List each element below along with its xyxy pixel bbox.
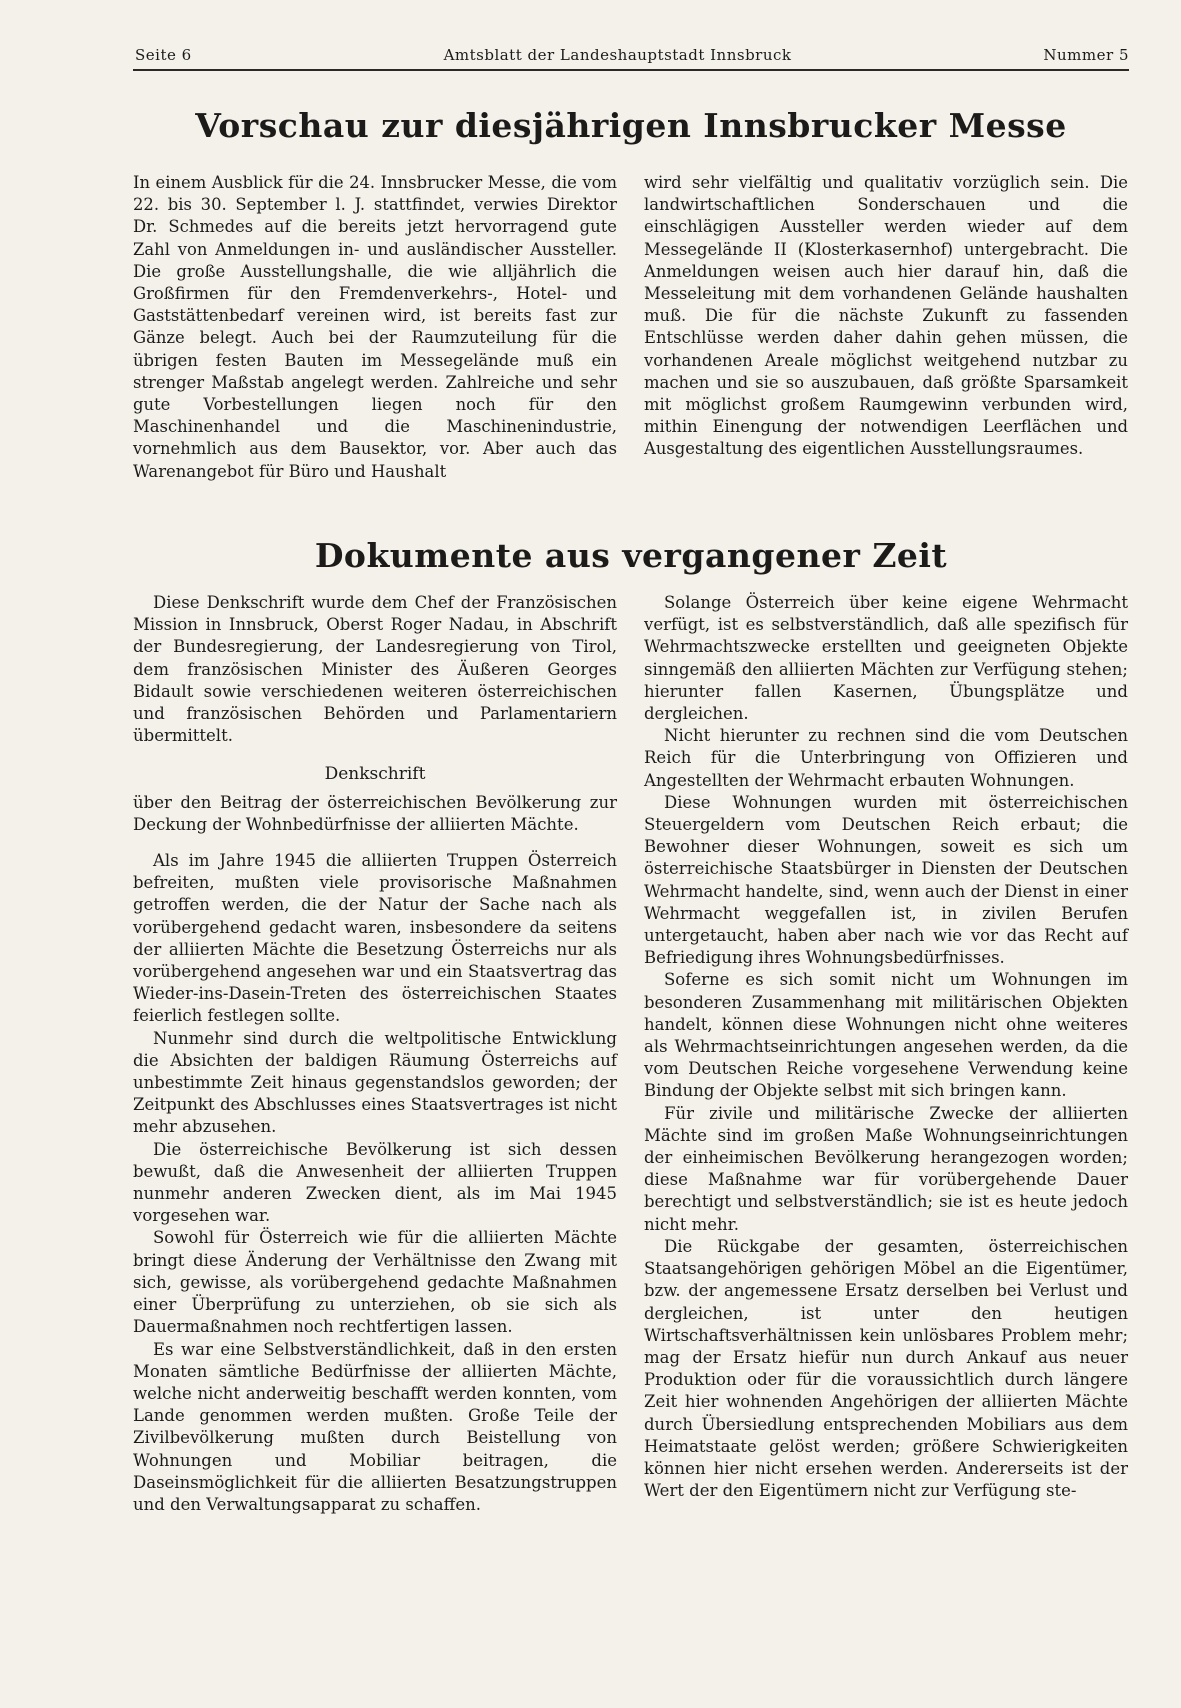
memorandum-heading: Denkschrift [324,764,426,785]
paragraph: Solange Österreich über keine eigene Wehrmacht verfügt, ist es selbstverständlich, daß alle spezifisch für Wehrmachtszwecke erstellten und geeigneten Objekte sinngemäß den alliierten Mächten zur Verfügung stehen; hierunter fallen Kasernen, Übungsplätze und dergleichen. [644,593,1128,724]
page-header [135,46,1129,64]
paragraph: Als im Jahre 1945 die alliierten Truppen Österreich befreiten, mußten viele provisorische Maßnahmen getroffen werden, die der Natur der Sache nach als vorübergehend gedacht waren, insbesondere da seitens der alliierten Mächte die Besetzung Österreichs nur als vorübergehend angesehen war und ein Staatsvertrag das Wieder-ins-Dasein-Treten des österreichischen Staates feierlich festlegen sollte. [133,851,617,1026]
memorandum-subtitle: über den Beitrag der österreichischen Bevölkerung zur Deckung der Wohnbedürfnisse der alliierten Mächte. [133,792,617,834]
publication-title: Amtsblatt der Landeshauptstadt Innsbruck [443,46,792,64]
paragraph: Soferne es sich somit nicht um Wohnungen im besonderen Zusammenhang mit militärischen Objekten handelt, können diese Wohnungen nicht ohne weiteres als Wehrmachtseinrichtungen angesehen werden, da die vom Deutschen Reiche vorgesehene Verwendung keine Bindung der Objekte selbst mit sich bringen kann. [644,970,1128,1101]
paragraph: Nicht hierunter zu rechnen sind die vom Deutschen Reich für die Unterbringung von Offizieren und Angestellten der Wehrmacht erbauten Wohnungen. [644,726,1128,790]
header-rule [133,69,1129,71]
article1-title: Vorschau zur diesjährigen Innsbrucker Messe [195,106,1067,145]
article1-text-left: In einem Ausblick für die 24. Innsbrucker Messe, die vom 22. bis 30. September l. J. stattfindet, verwies Direktor Dr. Schmedes auf die bereits jetzt hervorragend gute Zahl von Anmeldungen in- und ausländischer Aussteller. Die große Ausstellungshalle, die wie alljährlich die Großfirmen für den Fremdenverkehrs-, Hotel- und Gaststättenbedarf vereinen wird, ist bereits fast zur Gänze belegt. Auch bei der Raumzuteilung für die übrigen festen Bauten im Messegelände muß ein strenger Maßstab angelegt werden. Zahlreiche und sehr gute Vorbestellungen liegen noch für den Maschinenhandel und die Maschinenindustrie, vornehmlich aus dem Bausektor, vor. Aber auch das Warenangebot für Büro und Haushalt [133,173,617,481]
article1-text-right: wird sehr vielfältig und qualitativ vorzüglich sein. Die landwirtschaftlichen Sonderschauen und die einschlägigen Aussteller werden wieder auf dem Messegelände II (Klosterkasernhof) untergebracht. Die Anmeldungen weisen auch hier darauf hin, daß die Messeleitung mit dem vorhandenen Gelände haushalten muß. Die für die nächste Zukunft zu fassenden Entschlüsse werden daher dahin gehen müssen, die vorhandenen Areale möglichst weitgehend nutzbar zu machen und sie so auszubauen, daß größte Sparsamkeit mit möglichst großem Raumgewinn verbunden wird, mithin Einengung der notwendigen Leerflächen und Ausgestaltung des eigentlichen Ausstellungsraumes. [644,173,1128,459]
article2-intro: Diese Denkschrift wurde dem Chef der Französischen Mission in Innsbruck, Oberst Roger Nadau, in Abschrift der Bundesregierung, der Landesregierung von Tirol, dem französischen Minister des Äußeren Georges Bidault sowie verschiedenen weiteren österreichischen und französischen Behörden und Parlamentariern übermittelt. [133,593,617,746]
article1-column-left [133,172,617,483]
page-number: Seite 6 [135,46,192,64]
paragraph: Die österreichische Bevölkerung ist sich dessen bewußt, daß die Anwesenheit der alliierten Truppen nunmehr anderen Zwecken dient, als im Mai 1945 vorgesehen war. [133,1139,617,1226]
article1-column-right [644,172,1128,461]
paragraph: Diese Wohnungen wurden mit österreichischen Steuergeldern vom Deutschen Reich erbaut; die Bewohner dieser Wohnungen, soweit es sich um österreichische Staatsbürger in Diensten der Deutschen Wehrmacht handelte, sind, wenn auch der Dienst in einer Wehrmacht weggefallen ist, in zivilen Berufen untergetaucht, haben aber nach wie vor das Recht auf Befriedigung ihres Wohnungsbedürfnisses. [644,792,1128,968]
paragraph: Sowohl für Österreich wie für die alliierten Mächte bringt diese Änderung der Verhältnisse den Zwang mit sich, gewisse, als vorübergehend gedachte Maßnahmen einer Überprüfung zu unterziehen, ob sie sich als Dauermaßnahmen noch rechtfertigen lassen. [133,1228,617,1337]
paragraph: Für zivile und militärische Zwecke der alliierten Mächte sind im großen Maße Wohnungseinrichtungen der einheimischen Bevölkerung herangezogen worden; diese Maßnahme war für vorübergehende Dauer berechtigt und selbstverständlich; sie ist es heute jedoch nicht mehr. [644,1103,1128,1234]
article2-column-left [133,592,617,1516]
paragraph: Nunmehr sind durch die weltpolitische Entwicklung die Absichten der baldigen Räumung Österreichs auf unbestimmte Zeit hinaus gegenstandslos geworden; der Zeitpunkt des Abschlusses eines Staatsvertrages ist nicht mehr abzusehen. [133,1028,617,1137]
paragraph: Die Rückgabe der gesamten, österreichischen Staatsangehörigen gehörigen Möbel an die Eigentümer, bzw. der angemessene Ersatz derselben bei Verlust und dergleichen, ist unter den heutigen Wirtschaftsverhältnissen kein unlösbares Problem mehr; mag der Ersatz hiefür nun durch Ankauf aus neuer Produktion oder für die voraussichtlich durch längere Zeit hier wohnenden Angehörigen der alliierten Mächte durch Übersiedlung entsprechenden Mobiliars aus dem Heimatstaate gelöst werden; größere Schwierigkeiten können hier nicht ersehen werden. Andererseits ist der Wert der den Eigentümern nicht zur Verfügung ste- [644,1236,1128,1501]
article2-column-right [644,592,1128,1502]
paragraph: Es war eine Selbstverständlichkeit, daß in den ersten Monaten sämtliche Bedürfnisse der alliierten Mächte, welche nicht anderweitig beschafft werden konnten, vom Lande genommen werden mußten. Große Teile der Zivilbevölkerung mußten durch Beistellung von Wohnungen und Mobiliar beitragen, die Daseinsmöglichkeit für die alliierten Besatzungstruppen und den Verwaltungsapparat zu schaffen. [133,1339,617,1514]
article2-title: Dokumente aus vergangener Zeit [314,536,948,575]
issue-number: Nummer 5 [1043,46,1129,64]
